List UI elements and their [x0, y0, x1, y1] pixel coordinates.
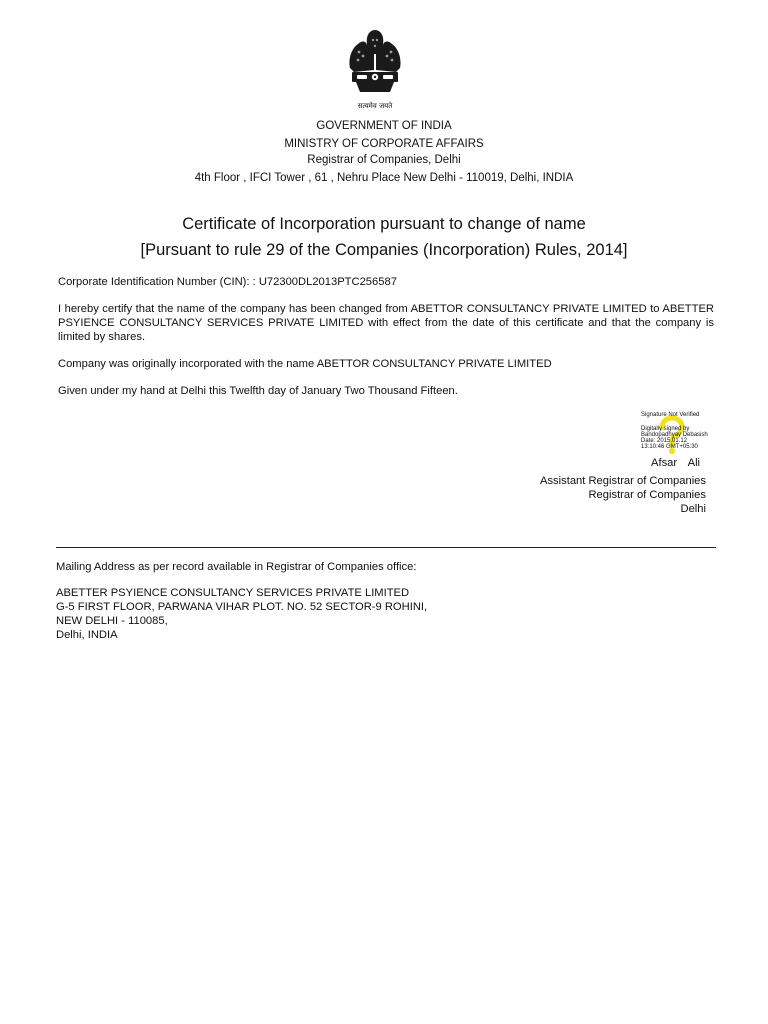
given-under-line: Given under my hand at Delhi this Twelfth day of January Two Thousand Fifteen. — [58, 385, 458, 397]
ministry-heading: MINISTRY OF CORPORATE AFFAIRS — [284, 138, 484, 150]
mailing-address-heading: Mailing Address as per record available in Registrar of Companies office: — [56, 561, 417, 573]
mailing-company-name: ABETTER PSYIENCE CONSULTANCY SERVICES PRIVATE LIMITED — [56, 587, 410, 599]
emblem-motto: सत्यमेव जयते — [357, 102, 393, 110]
registrar-heading: Registrar of Companies, Delhi — [307, 154, 461, 166]
signer-name: Afsar Ali — [651, 457, 701, 469]
signer-office: Registrar of Companies — [588, 489, 706, 501]
original-name-line: Company was originally incorporated with the name ABETTOR CONSULTANCY PRIVATE LIMITED — [58, 358, 552, 370]
mailing-street: G-5 FIRST FLOOR, PARWANA VIHAR PLOT. NO. 52 SECTOR-9 ROHINI, — [56, 601, 428, 613]
certificate-subtitle: [Pursuant to rule 29 of the Companies (Incorporation) Rules, 2014] — [140, 241, 628, 259]
certificate-title: Certificate of Incorporation pursuant to change of name — [182, 215, 586, 233]
section-divider — [56, 547, 716, 548]
signer-designation: Assistant Registrar of Companies — [539, 475, 706, 487]
signature-time: 13:10:46 GMT+05:30 — [641, 444, 698, 450]
certification-paragraph: I hereby certify that the name of the company has been changed from ABETTOR CONSULTANCY PRIVATE LIMITED to ABETTER PSYIENCE CONSULTANCY SERVICES PRIVATE LIMITED with effect from the date of this certificate and that the company is limited by shares. — [58, 303, 714, 343]
national-emblem-icon — [344, 28, 406, 114]
signer-location: Delhi — [680, 503, 706, 515]
signature-signed-by: Digitally signed by — [641, 426, 690, 432]
cin-line: Corporate Identification Number (CIN): : U72300DL2013PTC256587 — [58, 276, 397, 288]
signature-signer-name: Bandopadhyay Debasish — [641, 432, 708, 438]
registrar-address: 4th Floor , IFCI Tower , 61 , Nehru Place New Delhi - 110019, Delhi, INDIA — [194, 172, 574, 184]
government-heading: GOVERNMENT OF INDIA — [316, 120, 452, 132]
signature-date: Date: 2015.01.12 — [641, 438, 688, 444]
signature-status: Signature Not Verified — [641, 412, 700, 418]
digital-signature-block — [641, 411, 731, 455]
mailing-state-country: Delhi, INDIA — [56, 629, 118, 641]
mailing-city: NEW DELHI - 110085, — [56, 615, 168, 627]
